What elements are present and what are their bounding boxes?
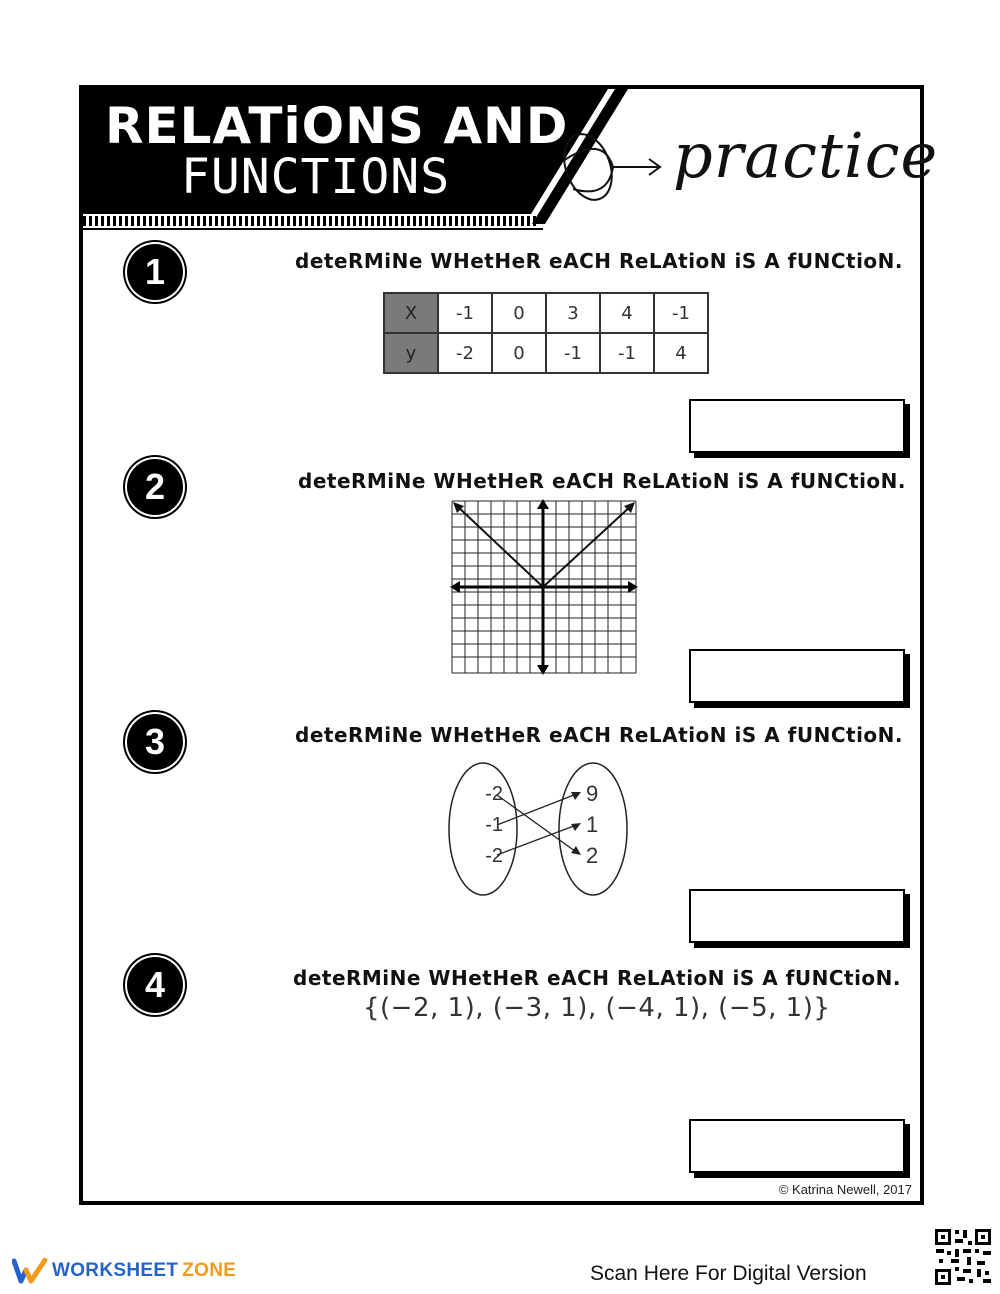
range-value: 9 — [586, 781, 599, 806]
practice-subtitle: practice — [673, 119, 939, 192]
worksheet-frame — [79, 85, 939, 1205]
table-row-x — [384, 293, 708, 333]
question-number-4: 4 — [127, 957, 183, 1013]
title-line-2: FUNCTIONS — [181, 149, 451, 205]
question-2-prompt: deteRMiNe WHetHeR eACH ReLAtioN iS A fUNCtioN. — [298, 469, 906, 493]
question-number-2: 2 — [127, 459, 183, 515]
xy-table — [383, 292, 709, 374]
worksheetzone-logo[interactable] — [12, 1258, 236, 1284]
domain-value: -1 — [485, 814, 503, 836]
table-header-x: X — [384, 293, 438, 333]
mapping-range — [586, 778, 598, 871]
table-header-y: y — [384, 333, 438, 373]
table-cell: -1 — [654, 293, 708, 333]
answer-box-3[interactable] — [689, 889, 905, 943]
table-cell: -2 — [438, 333, 492, 373]
brand-w-icon — [12, 1258, 48, 1284]
answer-box-4[interactable] — [689, 1119, 905, 1173]
qr-code-icon[interactable] — [933, 1227, 993, 1287]
answer-box-2[interactable] — [689, 649, 905, 703]
table-cell: -1 — [546, 333, 600, 373]
table-row-y — [384, 333, 708, 373]
domain-value: -2 — [485, 845, 503, 867]
table-cell: 4 — [600, 293, 654, 333]
table-cell: -1 — [438, 293, 492, 333]
coordinate-graph — [450, 499, 638, 675]
title-line-1: RELATiONS AND — [105, 97, 569, 155]
table-cell: 0 — [492, 333, 546, 373]
scan-text: Scan Here For Digital Version — [590, 1262, 867, 1285]
table-cell: -1 — [600, 333, 654, 373]
answer-box-1[interactable] — [689, 399, 905, 453]
brand-name-part2: ZONE — [182, 1260, 237, 1281]
table-cell: 3 — [546, 293, 600, 333]
question-4-prompt: deteRMiNe WHetHeR eACH ReLAtioN iS A fUNCtioN. — [293, 966, 901, 990]
mapping-domain — [471, 779, 503, 872]
brand-name-part1: WORKSHEET — [52, 1260, 179, 1281]
question-number-1: 1 — [127, 244, 183, 300]
copyright-text: © Katrina Newell, 2017 — [778, 1182, 912, 1197]
table-cell: 0 — [492, 293, 546, 333]
range-value: 2 — [586, 843, 599, 868]
table-cell: 4 — [654, 333, 708, 373]
question-3-prompt: deteRMiNe WHetHeR eACH ReLAtioN iS A fUNCtioN. — [295, 723, 903, 747]
question-1-prompt: deteRMiNe WHetHeR eACH ReLAtioN iS A fUNCtioN. — [295, 249, 903, 273]
ordered-pairs-set: {(−2, 1), (−3, 1), (−4, 1), (−5, 1)} — [363, 993, 831, 1023]
question-number-3: 3 — [127, 714, 183, 770]
range-value: 1 — [586, 812, 599, 837]
domain-value: -2 — [485, 783, 503, 805]
